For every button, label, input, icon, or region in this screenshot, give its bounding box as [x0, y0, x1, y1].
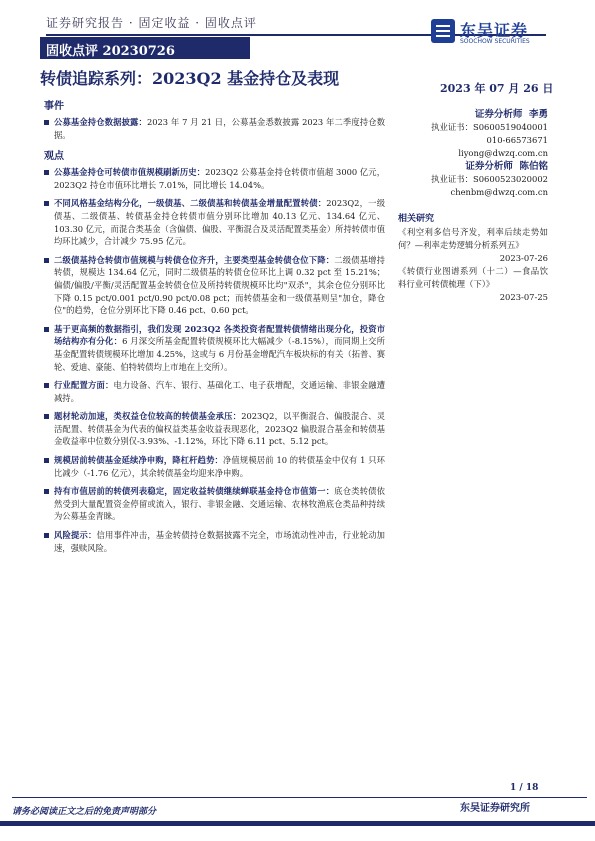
view-item: 题材轮动加速，类权益仓位较高的转债基金承压：2023Q2，以平衡混合、偏股混合、灵活配置、转债基金为代表的偏权益类基金收益表现恶化，2023Q2 偏股混合基金和转债基金收益率中位数分别仅-3.93%、-1.12%，环比下降 6.11 pct、5.12 pct。	[40, 410, 385, 448]
analyst-2-name: 证券分析师 陈伯铭	[465, 161, 548, 172]
brand-name-cn: 东吴证券	[460, 21, 529, 40]
view-item: 行业配置方面：电力设备、汽车、银行、基础化工、电子获增配，交通运输、非银金融遭减持。	[40, 379, 385, 404]
related-research-date: 2023-07-26	[499, 253, 548, 263]
analyst-1-cert: 执业证书：S0600519040001	[431, 122, 548, 132]
analyst-1-name: 证券分析师 李勇	[474, 109, 548, 120]
related-research-date: 2023-07-25	[499, 292, 548, 302]
sidebar	[398, 108, 548, 304]
report-title: 转债追踪系列：2023Q2 基金持仓及表现	[40, 69, 340, 88]
disclaimer-note: 请务必阅读正文之后的免责声明部分	[12, 807, 157, 817]
related-research-item[interactable]: 《利空利多信号齐发，利率后续走势如何？—利率走势逻辑分析系列五》	[398, 227, 548, 250]
analyst-2-cert: 执业证书：S0600523020002	[431, 174, 548, 184]
institute-name: 东吴证券研究所	[460, 803, 530, 814]
risk-warning: 风险提示：信用事件冲击，基金转债持仓数据披露不完全，市场流动性冲击，行业轮动加速，强赎风险。	[40, 529, 385, 554]
analyst-2-email[interactable]: chenbm@dwzq.com.cn	[450, 187, 548, 197]
report-date: 2023 年 07 月 26 日	[440, 82, 554, 95]
report-tag-bar: 固收点评 20230726	[40, 37, 250, 59]
view-item: 规模居前转债基金延续净申购，降杠杆趋势：净值规模居前 10 的转债基金中仅有 1 只环比减少（-1.76 亿元），其余转债基金均迎来净申购。	[40, 454, 385, 479]
view-item: 持有市值居前的转债列表稳定，固定收益转债继续蝉联基金持仓市值第一：底仓类转债依然受到大量配置资金停留或流入，银行、非银金融、交通运输、农林牧渔底仓类品种持续为公募基金青睐。	[40, 485, 385, 523]
footer-bar	[0, 821, 595, 826]
analyst-1-email[interactable]: liyong@dwzq.com.cn	[458, 148, 548, 158]
page-number: 1 / 18	[510, 783, 539, 793]
brand-name-en: SOOCHOW SECURITIES	[460, 38, 530, 45]
related-research-item[interactable]: 《转债行业图谱系列（十二）—食品饮料行业可转债梳理（下）》	[398, 266, 548, 289]
view-item: 基于更高频的数据指引，我们发现 2023Q2 各类投资者配置转债情绪出现分化，投资市场结构亦有分化：6 月深交所基金配置转债规模环比大幅减少（-8.15%），而同期上交所基金配置转债规模环比增加 4.25%，这或与 6 月份基金增配汽车板块标的有关（拓普、赛轮、爱迪、豪能、伯特转债均上市地在上交所）。	[40, 323, 385, 373]
views-heading: 观点	[44, 151, 64, 163]
view-item: 公募基金持仓可转债市值规模刷新历史：2023Q2 公募基金持仓转债市值超 3000 亿元，2023Q2 持仓市值环比增长 7.01%，同比增长 14.04%。	[40, 166, 385, 191]
brand-logo	[430, 18, 560, 50]
view-item: 二级债基持仓转债市值规模与转债仓位齐升，主要类型基金转债仓位下降：二级债基增持转债，规模达 134.64 亿元，同时二级债基的转债仓位环比上调 0.32 pct 至 15.21%；偏债/偏股/平衡/灵活配置基金转债仓位及所持转债规模环比均"双杀"，其余仓位分别环比下降 0.15 pct/0.001 pct/0.90 pct/0.08 pct；而转债基金和一级债基则呈"加仓，降仓位"的趋势，仓位分别环比下降 0.46 pct、0.60 pct。	[40, 254, 385, 317]
event-item: 公募基金持仓数据披露：2023 年 7 月 21 日，公募基金悉数披露 2023 年二季度持仓数据。	[40, 116, 385, 141]
view-item: 不同风格基金结构分化，一级债基、二级债基和转债基金增量配置转债：2023Q2，一级债基、二级债基、转债基金持仓转债市值分别环比增加 40.13 亿元、134.64 亿元、103.30 亿元，而混合类基金（含偏债、偏股、平衡混合及灵活配置类基金）所持转债市值均环比减少，合计减少 75.95 亿元。	[40, 197, 385, 247]
related-research-heading: 相关研究	[398, 214, 435, 224]
report-series-header: 证券研究报告 · 固定收益 · 固收点评	[46, 16, 257, 30]
events-heading: 事件	[44, 101, 64, 112]
soochow-logo-icon	[430, 18, 456, 44]
main-content	[40, 97, 385, 560]
analyst-1-phone: 010-66573671	[486, 135, 548, 145]
footer-rule	[12, 797, 587, 798]
